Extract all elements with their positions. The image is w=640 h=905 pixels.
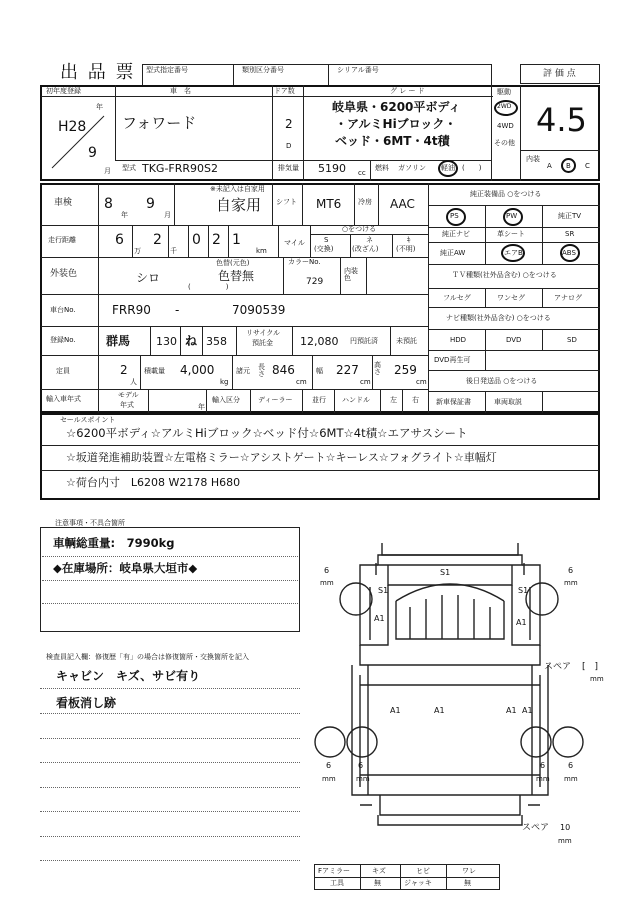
tire-rr-inner-value: 6 xyxy=(540,761,546,770)
len-value: 846 xyxy=(272,363,295,377)
model-year-nen: 年 xyxy=(198,403,205,411)
tire-rr-outer-unit: mm xyxy=(564,775,578,783)
tire-fr-unit: mm xyxy=(564,579,578,587)
fuel-diesel: 軽油 xyxy=(441,164,455,172)
height-value: 259 xyxy=(394,363,417,377)
month-char: 月 xyxy=(104,167,111,175)
first-reg-month: 9 xyxy=(88,145,97,161)
equip-pw: PW xyxy=(506,212,518,220)
odo-opt1-a: S xyxy=(324,236,329,244)
handle-right: 右 xyxy=(412,396,419,404)
first-reg-label: 初年度登録 xyxy=(46,87,81,95)
handle-label: ハンドル xyxy=(342,396,370,404)
score-label-box xyxy=(520,64,600,84)
mileage-digit-4: 2 xyxy=(212,232,221,248)
notes-label: 注意事項・不具合箇所 xyxy=(55,519,125,527)
reg-label: 登録No. xyxy=(50,336,76,344)
person-unit: 人 xyxy=(130,378,137,386)
aftermarket-title: 後日発送品 ○をつける xyxy=(466,377,538,385)
truck-damage-diagram xyxy=(300,525,604,865)
navi-sd: SD xyxy=(567,336,577,344)
parallel-option: 並行 xyxy=(312,396,326,404)
navi-dvd: DVD xyxy=(506,336,522,344)
dims-label: 諸元 xyxy=(236,367,250,375)
odo-opt1-b: (交換) xyxy=(314,245,334,253)
equip-tv: 純正TV xyxy=(558,212,582,220)
shaken-year-char: 年 xyxy=(121,211,128,219)
recycle-label-1: リサイクル xyxy=(246,329,281,337)
drive-4wd: 4WD xyxy=(497,122,514,130)
mileage-digit-2: 2 xyxy=(153,232,162,248)
legend-h1: Fアミラー xyxy=(318,867,351,875)
tv-fullseg: フルセグ xyxy=(443,294,471,302)
genuine-title: 純正装備品 ○をつける xyxy=(470,190,542,198)
drive-other: その他 xyxy=(494,139,515,147)
category-box xyxy=(233,64,329,86)
diagram-a1-5: A1 xyxy=(506,706,517,715)
color-no-value: 729 xyxy=(306,277,324,287)
inspector-line-1: キャビン キズ、サビ有り xyxy=(56,669,201,683)
sales-point-line-1: ☆6200平ボディ☆アルミHiブロック☆ベッド付☆6MT☆4t積☆エアサスシート xyxy=(66,426,468,440)
type-designation-label: 型式指定番号 xyxy=(146,66,188,74)
displacement-label: 排気量 xyxy=(278,164,299,172)
drive-2wd: 2WD xyxy=(497,103,512,110)
kg-unit: kg xyxy=(220,378,229,386)
diagram-a1-6: A1 xyxy=(522,706,533,715)
mile-label: マイル xyxy=(284,239,305,247)
inspector-line-2: 看板消し跡 xyxy=(56,696,117,710)
grade-label: グ レ ー ド xyxy=(390,87,425,95)
svg-text:[ ]: [ ] xyxy=(582,662,599,672)
width-label: 幅 xyxy=(316,367,323,375)
reg-number: 358 xyxy=(206,335,227,348)
legend-v3: ジャッキ xyxy=(404,879,432,887)
height-unit: cm xyxy=(416,378,427,386)
car-name: フォワード xyxy=(122,114,197,132)
ac-value: AAC xyxy=(390,197,415,211)
private-use: 自家用 xyxy=(216,196,262,214)
mileage-digit-3: 0 xyxy=(192,232,201,248)
len-label: 長さ xyxy=(258,363,265,378)
shaken-year: 8 xyxy=(104,196,113,212)
grade-line-2: ・アルミHiブロック・ xyxy=(335,117,457,131)
serial-box xyxy=(328,64,492,86)
diagram-a1-3: A1 xyxy=(390,706,401,715)
reg-kana: ね xyxy=(185,334,198,348)
tire-rl-outer-value: 6 xyxy=(326,761,332,770)
shaken-label: 車検 xyxy=(54,198,73,208)
man-unit: 万 xyxy=(134,247,141,255)
spare-1-label: スペア xyxy=(544,662,572,672)
odo-opt3-b: (不明) xyxy=(396,245,416,253)
shaken-month: 9 xyxy=(146,196,155,212)
spare-1-unit: mm xyxy=(590,675,604,683)
tire-fl-value: 6 xyxy=(324,566,330,575)
height-label: 高さ xyxy=(374,361,381,376)
type-designation-box xyxy=(142,64,234,86)
odo-opt2-a: ネ xyxy=(366,236,373,244)
chassis-label: 車台No. xyxy=(50,306,76,314)
model-value: TKG-FRR90S2 xyxy=(142,162,219,175)
form-title: 出 品 票 xyxy=(60,62,136,83)
recycle-paid: 円預託済 xyxy=(350,337,378,345)
grade-line-1: 岐阜県・6200平ボディ xyxy=(332,100,461,114)
model-year-label-2: 年式 xyxy=(120,401,134,409)
shaken-month-char: 月 xyxy=(164,211,171,219)
exterior-label: 外装色 xyxy=(50,269,78,279)
km-unit: km xyxy=(256,247,267,255)
legend-v1: 工具 xyxy=(330,879,344,887)
chassis-number: 7090539 xyxy=(232,303,286,317)
car-name-label: 車 名 xyxy=(170,87,191,95)
doors-value: 2 xyxy=(285,117,293,131)
interior-color-label: 内装色 xyxy=(344,267,358,282)
legend-h3: ヒビ xyxy=(416,867,430,875)
odo-opt2-b: (改ざん) xyxy=(352,245,379,253)
equip-abs: ABS xyxy=(562,249,576,257)
handle-left: 左 xyxy=(390,396,397,404)
load-value: 4,000 xyxy=(180,363,215,377)
width-value: 227 xyxy=(336,363,359,377)
category-label: 類別区分番号 xyxy=(242,66,284,74)
tire-rr-outer-value: 6 xyxy=(568,761,574,770)
fuel-paren: ( ) xyxy=(462,164,482,172)
diagram-a1-2: A1 xyxy=(516,618,527,627)
inspector-label: 検査員記入欄：修復歴「有」の場合は修復箇所・交換箇所を記入 xyxy=(46,653,249,661)
import-label: 輸入車年式 xyxy=(46,395,81,403)
len-unit: cm xyxy=(296,378,307,386)
spare-2-unit: mm xyxy=(558,837,572,845)
equip-ps: PS xyxy=(450,212,459,220)
color-change-label: 色替(元色) xyxy=(216,259,250,267)
score-label: 評 価 点 xyxy=(543,69,576,79)
model-label: 型式 xyxy=(122,164,136,172)
year-char: 年 xyxy=(96,103,103,111)
tire-rl-inner-unit: mm xyxy=(356,775,370,783)
interior-b: B xyxy=(566,162,571,170)
tire-rl-outer-unit: mm xyxy=(322,775,336,783)
tire-rr-inner-unit: mm xyxy=(536,775,550,783)
equip-airbag: エアB xyxy=(504,249,523,257)
sales-point-line-3: ☆荷台内寸 L6208 W2178 H680 xyxy=(66,476,241,489)
drive-label: 駆動 xyxy=(497,88,511,96)
reg-class: 130 xyxy=(156,335,177,348)
fuel-gasoline: ガソリン xyxy=(398,164,426,172)
tv-oneseg: ワンセグ xyxy=(497,294,525,302)
interior-label: 内装 xyxy=(526,155,540,163)
color-change-value: 色替無 xyxy=(218,269,255,283)
navi-title: ナビ種類(社外品含む) ○をつける xyxy=(446,314,551,322)
aftermarket-warranty: 新車保証書 xyxy=(436,398,471,406)
door-suffix: D xyxy=(286,142,292,150)
legend-h2: キズ xyxy=(372,867,386,875)
recycle-amount: 12,080 xyxy=(300,335,339,348)
navi-hdd: HDD xyxy=(450,336,467,344)
exterior-value: シロ xyxy=(136,271,161,285)
serial-label: シリアル番号 xyxy=(337,66,379,74)
reg-place: 群馬 xyxy=(106,334,131,348)
dealer-option: ディーラー xyxy=(258,396,293,404)
equip-navi: 純正ナビ xyxy=(442,230,470,238)
tire-fr-value: 6 xyxy=(568,566,574,575)
notes-line-2: ◆在庫場所：岐阜県大垣市◆ xyxy=(53,561,198,575)
load-label: 積載量 xyxy=(144,367,165,375)
interior-a: A xyxy=(547,162,552,170)
color-paren: ( ) xyxy=(188,283,229,291)
chassis-model: FRR90 xyxy=(112,303,151,317)
notes-line-1: 車輌総重量: 7990kg xyxy=(53,536,175,550)
legend-h4: ワレ xyxy=(462,867,476,875)
equip-sr: SR xyxy=(565,230,575,238)
mileage-digit-1: 6 xyxy=(115,232,124,248)
model-year-label-1: モデル xyxy=(118,391,139,399)
grade-line-3: ベッド・6MT・4t積 xyxy=(335,134,450,148)
doors-label: ドア数 xyxy=(274,87,295,95)
private-note: ※未記入は自家用 xyxy=(210,185,265,193)
cc-unit: cc xyxy=(358,169,366,177)
sen-unit: 千 xyxy=(170,247,177,255)
interior-c: C xyxy=(585,162,590,170)
sales-points-label: セールスポイント xyxy=(60,416,116,424)
displacement-value: 5190 xyxy=(318,162,346,175)
shift-label: シフト xyxy=(276,198,297,206)
score-value: 4.5 xyxy=(536,101,587,139)
diagram-a1-1: A1 xyxy=(374,614,385,623)
tire-rl-inner-value: 6 xyxy=(358,761,364,770)
spare-2-label: スペア xyxy=(522,823,550,833)
recycle-label-2: 預託金 xyxy=(252,339,273,347)
first-reg-year: H28 xyxy=(58,119,87,135)
navi-dvd-play: DVD再生可 xyxy=(434,356,471,364)
import-cat-label: 輸入区分 xyxy=(212,396,240,404)
capacity-value: 2 xyxy=(120,363,128,377)
tire-fl-unit: mm xyxy=(320,579,334,587)
aftermarket-manual: 車両取説 xyxy=(494,398,522,406)
recycle-unpaid: 未預託 xyxy=(396,337,417,345)
fuel-label: 燃料 xyxy=(375,164,389,172)
diagram-s1-left: S1 xyxy=(378,586,389,595)
equip-aw: 純正AW xyxy=(440,249,466,257)
width-unit: cm xyxy=(360,378,371,386)
odo-check-label: ○をつける xyxy=(342,225,377,233)
capacity-label: 定員 xyxy=(56,367,70,375)
sales-point-line-2: ☆坂道発進補助装置☆左電格ミラー☆アシストゲート☆キーレス☆フォグライト☆車幅灯 xyxy=(66,451,497,464)
diagram-s1-top: S1 xyxy=(440,568,451,577)
tv-title: ＴＶ種類(社外品含む) ○をつける xyxy=(452,271,557,279)
chassis-dash: - xyxy=(175,303,180,317)
tv-analog: アナログ xyxy=(554,294,582,302)
ac-label: 冷房 xyxy=(358,198,372,206)
legend-v2: 無 xyxy=(374,879,381,887)
shift-value: MT6 xyxy=(316,197,342,211)
diagram-s1-right: S1 xyxy=(518,586,529,595)
legend-v4: 無 xyxy=(464,879,471,887)
color-no-label: カラーNo. xyxy=(288,258,321,266)
mileage-digit-5: 1 xyxy=(232,232,241,248)
odo-opt3-a: ｷ xyxy=(407,236,411,244)
mileage-label: 走行距離 xyxy=(48,236,76,244)
equip-leather: 革シート xyxy=(497,230,525,238)
spare-2-value: 10 xyxy=(560,823,571,832)
diagram-a1-4: A1 xyxy=(434,706,445,715)
